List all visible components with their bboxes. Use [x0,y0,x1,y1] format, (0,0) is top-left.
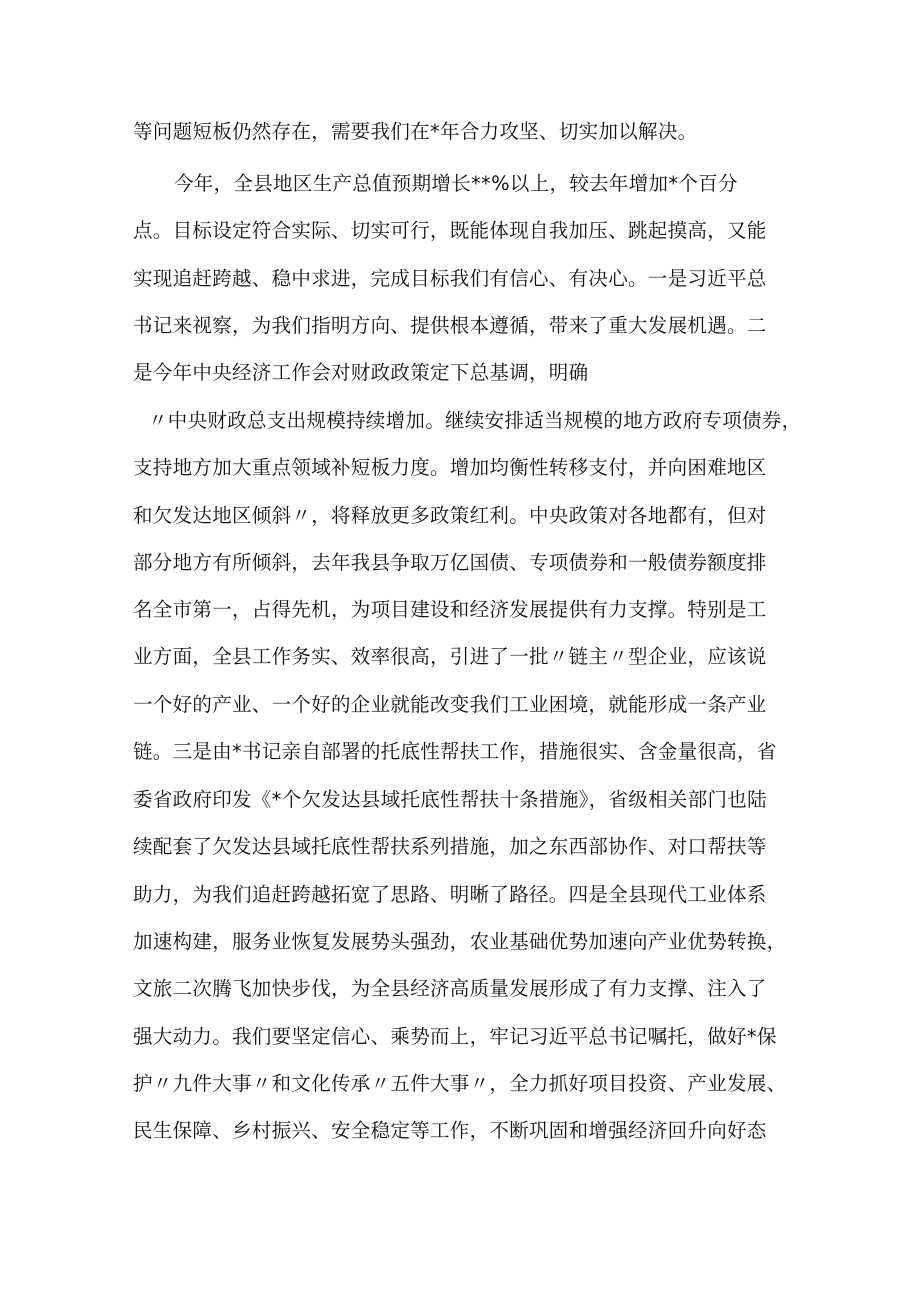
paragraph-line: 今年，全县地区生产总值预期增长**%以上，较去年增加*个百分 [174,172,738,195]
paragraph-line: 委省政府印发《*个欠发达县域托底性帮扶十条措施》，省级相关部门也陆 [133,788,767,811]
paragraph-line: 实现追赶跨越、稳中求进，完成目标我们有信心、有决心。一是习近平总 [133,267,767,290]
paragraph-line: 业方面，全县工作务实、效率很高，引进了一批〃链主〃型企业，应该说 [133,645,767,668]
paragraph-line: 书记来视察，为我们指明方向、提供根本遵循，带来了重大发展机遇。二 [133,314,767,337]
paragraph-line: 一个好的产业、一个好的企业就能改变我们工业困境，就能形成一条产业 [133,693,767,716]
paragraph-line: 链。三是由*书记亲自部署的托底性帮扶工作，措施很实、含金量很高，省 [133,740,777,763]
paragraph-line: 点。目标设定符合实际、切实可行，既能体现自我加压、跳起摸高，又能 [133,219,767,242]
paragraph-line: 文旅二次腾飞加快步伐，为全县经济高质量发展形成了有力支撑、注入了 [133,977,767,1000]
paragraph-line: 民生保障、乡村振兴、安全稳定等工作，不断巩固和增强经济回升向好态 [133,1119,767,1142]
paragraph-line: 加速构建，服务业恢复发展势头强劲，农业基础优势加速向产业优势转换， [133,930,787,953]
paragraph-line: 是今年中央经济工作会对财政政策定下总基调，明确 [133,361,589,384]
paragraph-line: 护〃九件大事〃和文化传承〃五件大事〃，全力抓好项目投资、产业发展、 [133,1072,787,1095]
paragraph-line: 名全市第一，占得先机，为项目建设和经济发展提供有力支撑。特别是工 [133,598,767,621]
paragraph-line: 支持地方加大重点领域补短板力度。增加均衡性转移支付，并向困难地区 [133,456,767,479]
paragraph-line: 部分地方有所倾斜，去年我县争取万亿国债、专项债券和一般债券额度排 [133,551,767,574]
paragraph-line: 和欠发达地区倾斜〃，将释放更多政策红利。中央政策对各地都有，但对 [133,504,767,527]
paragraph-line: 〃中央财政总支出规模持续增加。继续安排适当规模的地方政府专项债券， [148,409,802,432]
paragraph-line: 强大动力。我们要坚定信心、乘势而上，牢记习近平总书记嘱托，做好*保 [133,1025,777,1048]
paragraph-line: 续配套了欠发达县域托底性帮扶系列措施，加之东西部协作、对口帮扶等 [133,835,767,858]
paragraph-line: 助力，为我们追赶跨越拓宽了思路、明晰了路径。四是全县现代工业体系 [133,883,767,906]
paragraph-line: 等问题短板仍然存在，需要我们在*年合力攻坚、切实加以解决。 [133,120,698,143]
